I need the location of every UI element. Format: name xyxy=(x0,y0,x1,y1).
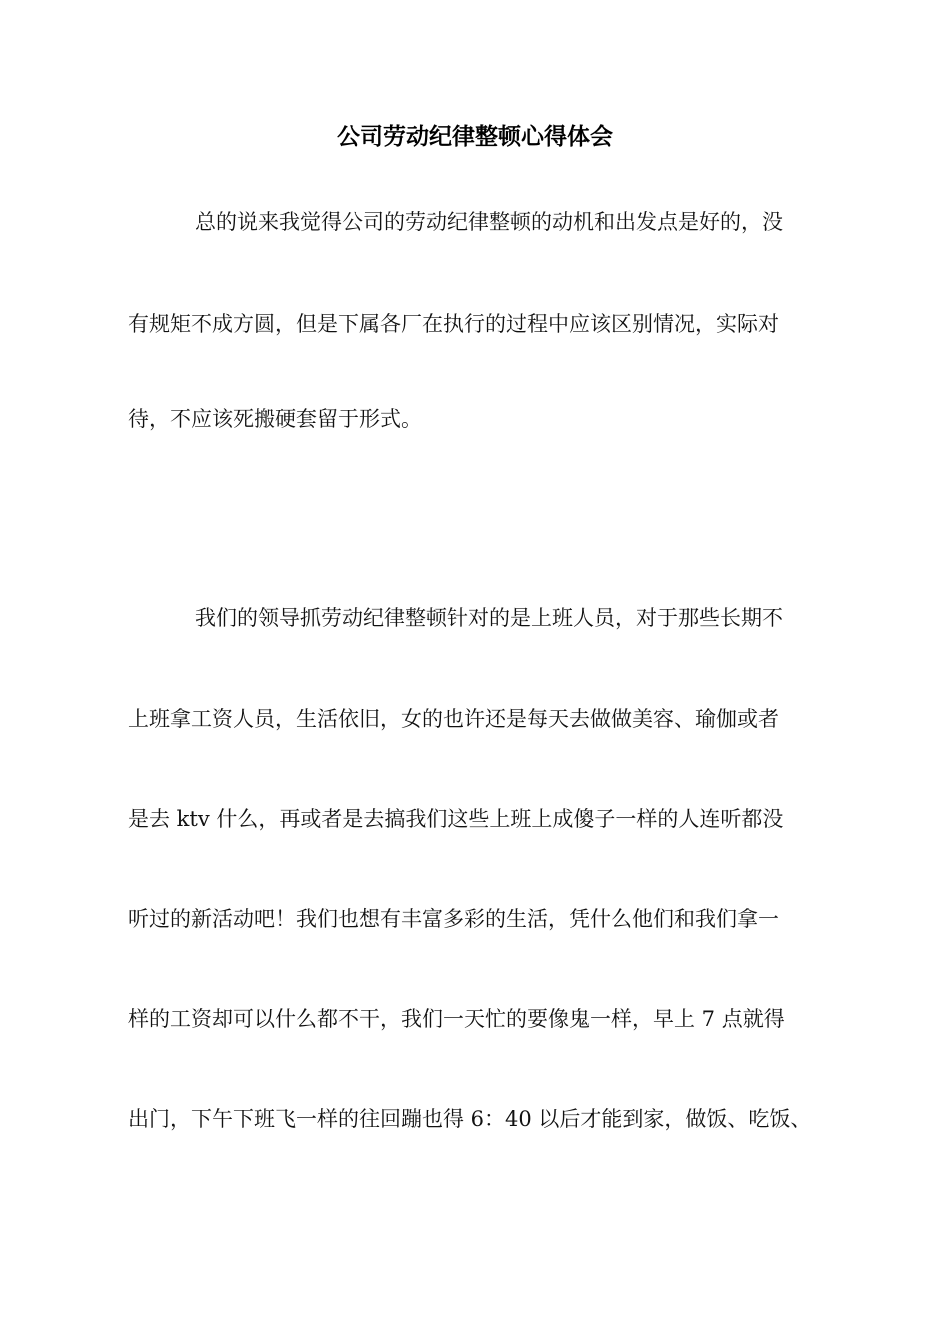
paragraph-line: 总的说来我觉得公司的劳动纪律整顿的动机和出发点是好的，没 xyxy=(195,210,783,234)
paragraph-line: 待，不应该死搬硬套留于形式。 xyxy=(128,407,422,431)
paragraph-line: 出门，下午下班飞一样的往回蹦也得 6：40 以后才能到家，做饭、吃饭、 xyxy=(128,1107,812,1131)
paragraph-line: 听过的新活动吧！我们也想有丰富多彩的生活，凭什么他们和我们拿一 xyxy=(128,907,779,931)
paragraph-line: 是去 ktv 什么，再或者是去搞我们这些上班上成傻子一样的人连听都没 xyxy=(128,807,784,831)
paragraph-line: 有规矩不成方圆，但是下属各厂在执行的过程中应该区别情况，实际对 xyxy=(128,312,779,336)
paragraph-line: 上班拿工资人员，生活依旧，女的也许还是每天去做做美容、瑜伽或者 xyxy=(128,707,779,731)
paragraph-line: 我们的领导抓劳动纪律整顿针对的是上班人员，对于那些长期不 xyxy=(195,606,783,630)
document-title: 公司劳动纪律整顿心得体会 xyxy=(337,124,613,150)
paragraph-line: 样的工资却可以什么都不干，我们一天忙的要像鬼一样，早上 7 点就得 xyxy=(128,1007,785,1031)
